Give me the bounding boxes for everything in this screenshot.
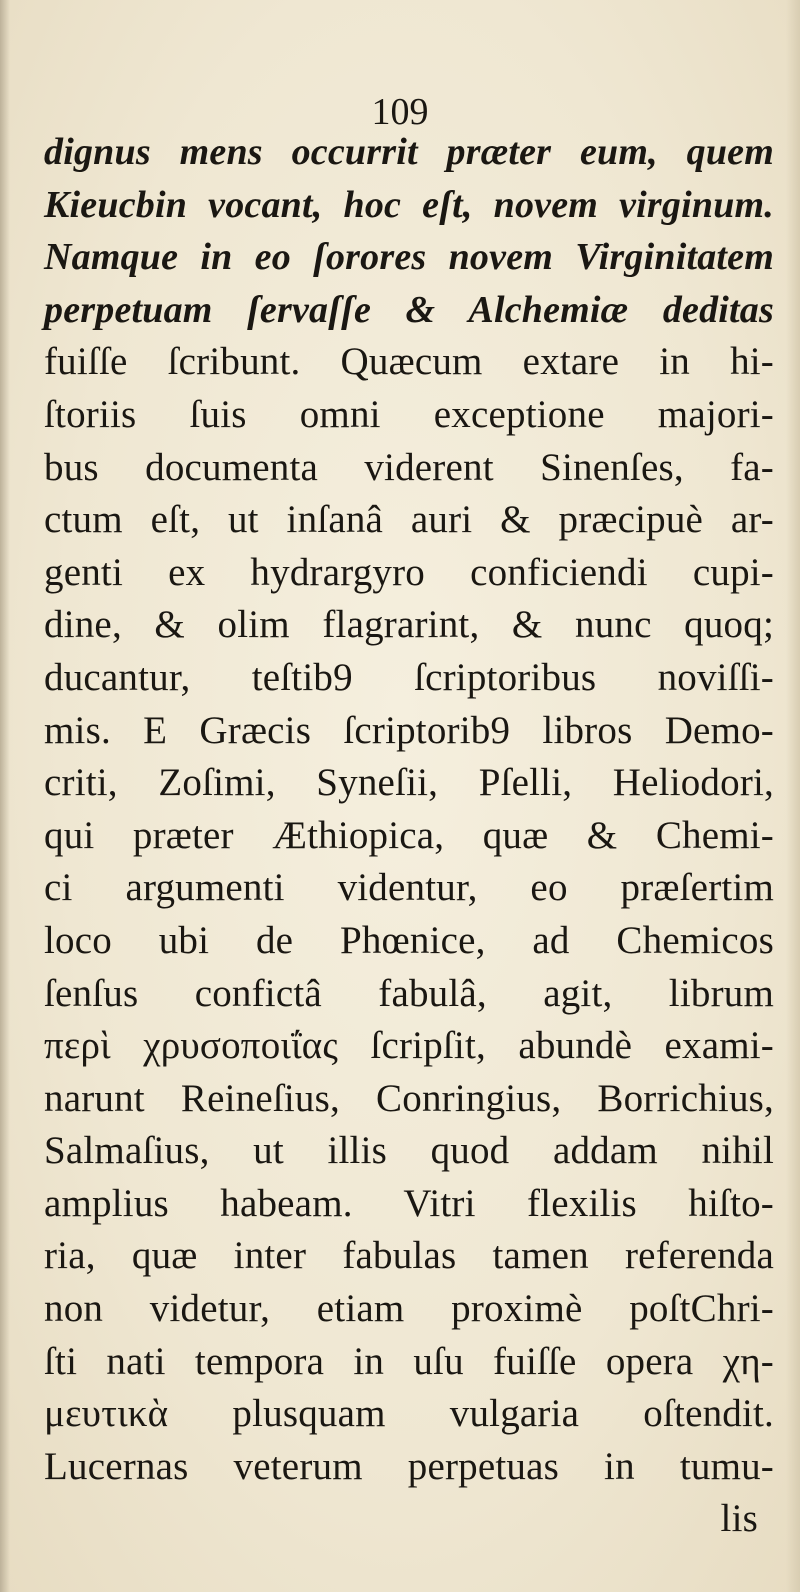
text-line: περὶ χρυσοποιΐας ſcripſit, abundè exami- (44, 1024, 774, 1068)
text-line: criti, Zoſimi, Syneſii, Pſelli, Heliodori, (44, 761, 774, 805)
text-line: Kieucbin vocant, hoc eſt, novem virginum. (44, 183, 774, 226)
text-line: qui præter Æthiopica, quæ & Chemi- (44, 813, 774, 857)
text-line: ſenſus confictâ fabulâ, agit, librum (44, 971, 774, 1015)
text-line: ctum eſt, ut inſanâ auri & præcipuè ar- (44, 498, 774, 542)
text-line: non videtur, etiam proximè poſtChri- (44, 1287, 774, 1331)
text-line: loco ubi de Phœnice, ad Chemicos (44, 918, 774, 962)
page-number: 109 (371, 91, 429, 133)
text-line: fuiſſe ſcribunt. Quæcum extare in hi- (44, 340, 774, 384)
text-line: dignus mens occurrit præter eum, quem (44, 131, 774, 173)
text-line: perpetuam ſervaſſe & Alchemiæ deditas (44, 288, 774, 331)
catchword: lis (720, 1497, 758, 1541)
text-line: ſti nati tempora in uſu fuiſſe opera χη- (44, 1339, 774, 1383)
text-line: μευτικὰ plusquam vulgaria oſtendit. (44, 1392, 774, 1436)
body-text (44, 126, 774, 1546)
text-line: ci argumenti videntur, eo præſertim (44, 866, 774, 910)
text-line: bus documenta viderent Sinenſes, fa- (44, 445, 774, 489)
page-shadow-left (0, 0, 10, 1592)
text-line: Lucernas veterum perpetuas in tumu- (44, 1444, 774, 1488)
text-line: mis. E Græcis ſcriptorib9 libros Demo- (44, 708, 774, 752)
text-line: genti ex hydrargyro conficiendi cupi- (44, 550, 774, 594)
page-shadow-right (786, 0, 800, 1592)
text-line: amplius habeam. Vitri flexilis hiſto- (44, 1181, 774, 1225)
text-line: Namque in eo ſorores novem Virginitatem (44, 236, 774, 279)
text-line: ria, quæ inter fabulas tamen referenda (44, 1234, 774, 1278)
text-line: ducantur, teſtib9 ſcriptoribus noviſſi- (44, 655, 774, 699)
text-line: Salmaſius, ut illis quod addam nihil (44, 1129, 774, 1173)
text-line: narunt Reineſius, Conringius, Borrichius, (44, 1076, 774, 1120)
text-line: dine, & olim flagrarint, & nunc quoq; (44, 603, 774, 647)
text-line: ſtoriis ſuis omni exceptione majori- (44, 392, 774, 436)
